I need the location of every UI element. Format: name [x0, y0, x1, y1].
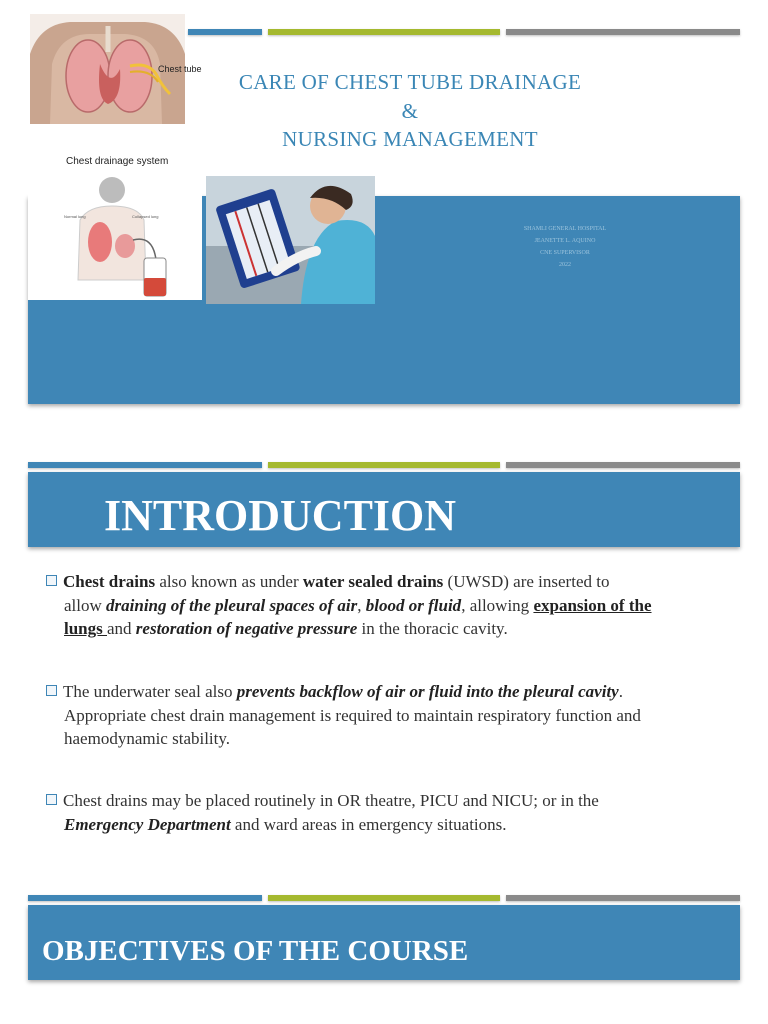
introduction-heading: INTRODUCTION [104, 491, 457, 540]
objectives-banner [28, 905, 740, 980]
b1-text-10: expansion of the [533, 595, 652, 615]
slide1-title-line3: NURSING MANAGEMENT [282, 127, 538, 151]
accent-stripe-blue-2 [28, 462, 262, 468]
accent-stripe-gray-3 [506, 895, 740, 901]
checkbox-bullet-icon [46, 685, 57, 696]
info-line-hospital: SHAMLI GENERAL HOSPITAL [523, 226, 607, 232]
b2-text-1: The underwater seal also [63, 682, 237, 701]
b1-text-5: allow [64, 595, 107, 615]
intro-bullet-1 [46, 570, 736, 641]
b2-text-2: prevents backflow of air or fluid into the pleural cavity [236, 682, 619, 701]
b1-text-14: in the thoracic cavity. [357, 619, 508, 638]
checkbox-bullet-icon [46, 575, 57, 586]
accent-stripe-green [268, 29, 500, 35]
slide1-title-line1: CARE OF CHEST TUBE DRAINAGE [238, 70, 582, 94]
info-line-role: CNE SUPERVISOR [540, 250, 590, 256]
accent-stripe-green-3 [268, 895, 500, 901]
b1-text-8: blood or fluid [365, 595, 462, 615]
b1-text-12: and [107, 619, 136, 638]
slide1-title-ampersand: & [401, 99, 419, 123]
diagram-title: Chest drainage system [66, 156, 169, 167]
b1-text-11: lungs [64, 619, 107, 638]
chest-tube-image-label: Chest tube [158, 64, 202, 74]
b1-text-4: (UWSD) are inserted to [443, 572, 610, 591]
nurse-photo [206, 176, 375, 304]
b1-text-1: Chest drains [63, 572, 156, 591]
b1-text-6: draining of the pleural spaces of air [106, 595, 358, 615]
accent-stripe-green-2 [268, 462, 500, 468]
accent-stripe-gray [506, 29, 740, 35]
info-line-year: 2022 [559, 262, 571, 268]
b3-text-3: and ward areas in emergency situations. [230, 814, 507, 834]
b1-text-9: , allowing [461, 595, 534, 615]
b3-text-2: Emergency Department [64, 814, 231, 834]
b1-text-2: also known as under [155, 572, 303, 591]
info-line-name: JEANETTE L. AQUINO [534, 238, 596, 244]
accent-stripe-blue [188, 29, 262, 35]
b3-text-1: Chest drains may be placed routinely in OR theatre, PICU and NICU; or in the [63, 791, 599, 810]
b2-text-5: haemodynamic stability. [64, 729, 231, 748]
diagram-label-normal: Normal lung [64, 214, 86, 219]
diagram-label-collapsed: Collapsed lung [132, 214, 159, 219]
checkbox-bullet-icon [46, 794, 57, 805]
chest-drainage-diagram [28, 150, 202, 300]
introduction-banner [28, 472, 740, 547]
b1-text-3: water sealed drains [302, 572, 444, 591]
accent-stripe-gray-2 [506, 462, 740, 468]
b1-text-13: restoration of negative pressure [135, 619, 358, 638]
b2-text-3: . [618, 682, 623, 701]
b2-text-4: Appropriate chest drain management is required to maintain respiratory function and [64, 705, 641, 725]
b1-text-7: , [357, 595, 366, 615]
accent-stripe-blue-3 [28, 895, 262, 901]
chest-tube-anatomy-image [30, 14, 202, 124]
objectives-heading: OBJECTIVES OF THE COURSE [42, 935, 469, 967]
intro-bullet-2 [46, 680, 736, 751]
intro-bullet-3 [46, 789, 736, 836]
